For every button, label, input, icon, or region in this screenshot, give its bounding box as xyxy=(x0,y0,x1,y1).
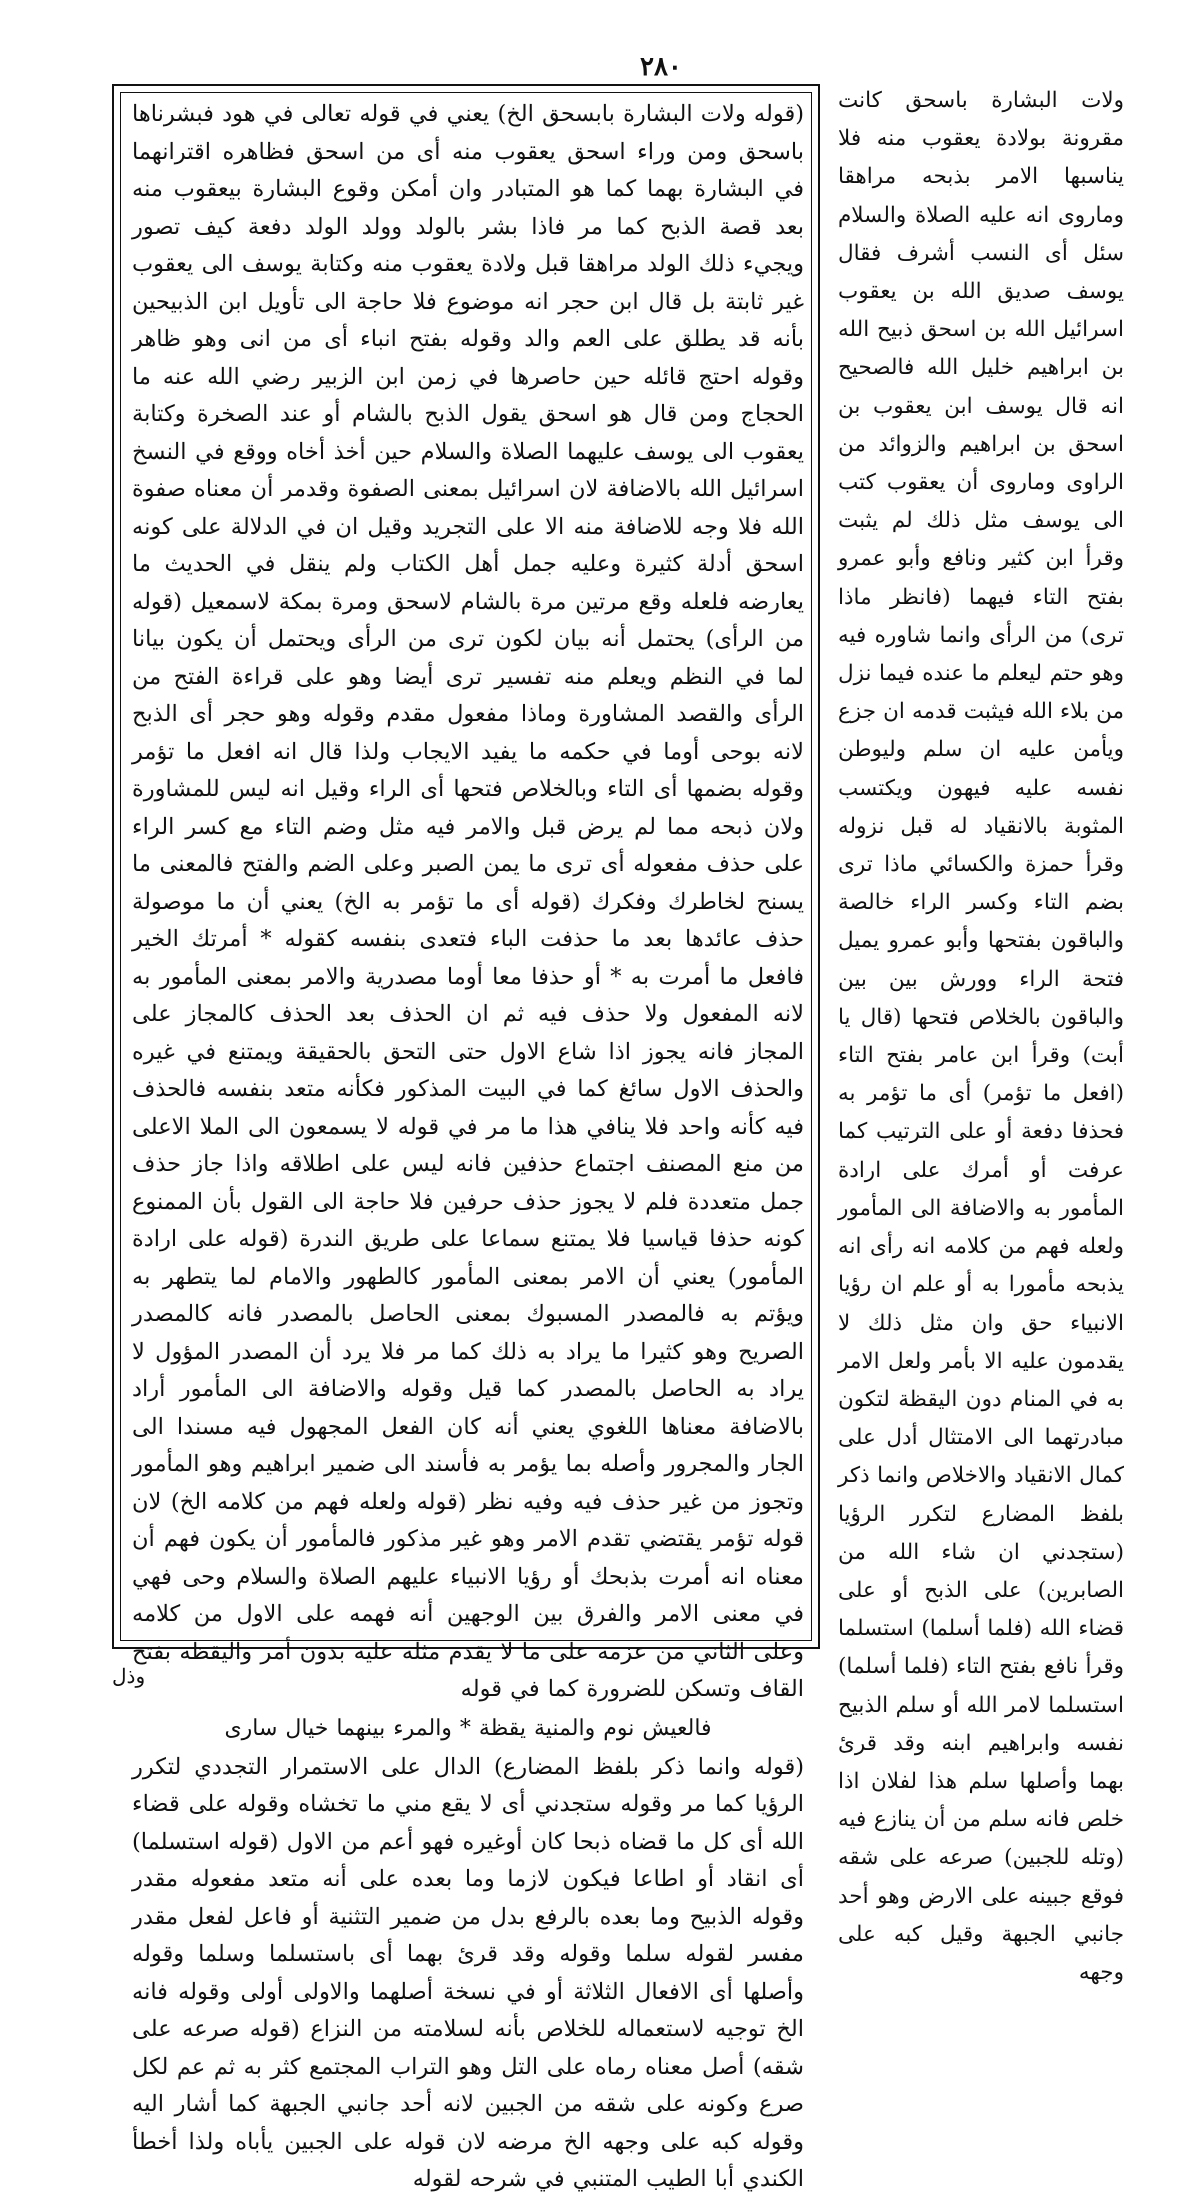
commentary-text xyxy=(132,96,804,2192)
poetry-verse: فالعيش نوم والمنية يقظة * والمرء بينهما خيال سارى xyxy=(224,1715,712,1741)
page-number: ٢٨٠ xyxy=(640,52,682,82)
commentary-paragraph: (قوله وانما ذكر بلفظ المضارع) الدال على الاستمرار التجددي لتكرر الرؤيا كما مر وقوله ستجدني أى لا يقع مني ما تخشاه وقوله على قضاء الله أى كل ما قضاه ذبحا كان أوغيره فهو أعم من الاول (قوله استسلما) أى انقاد أو اطاعا فيكون لازما وما بعده على أنه متعد مفعوله مقدر وقوله الذبيح وما بعده بالرفع بدل من ضمير التثنية أو فاعل لفعل مقدر مفسر لقوله سلما وقوله وقد قرئ بهما أى باستسلما وسلما وقوله وأصلها أى الافعال الثلاثة أو في نسخة أصلهما والاولى أولى وقوله فانه الخ توجيه لاستعماله للخلاص بأنه لسلامته من النزاع (قوله صرعه على شقه) أصل معناه رماه على التل وهو التراب المجتمع كثر به ثم عم لكل صرع وكونه على شقه من الجبين لانه أحد جانبي الجبهة كما أشار اليه وقوله كبه على وجهه الخ مرضه لان قوله على الجبين يأباه ولذا أخطأ الكندي أبا الطيب المتنبي في شرحه لقوله xyxy=(132,1753,804,2192)
catchword: وذل xyxy=(112,1664,146,1688)
commentary-paragraph: (قوله ولات البشارة بابسحق الخ) يعني في قوله تعالى في هود فبشرناها باسحق ومن وراء اسحق يعقوب منه أى من اسحق فظاهره اقترانهما في البشارة بهما كما هو المتبادر وان أمكن وقوع البشارة بيعقوب منه بعد قصة الذبح كما مر فاذا بشر بالولد وولد الولد دفعة كيف تصور ويجيء ذلك الولد مراهقا قبل ولادة يعقوب منه وكتابة يوسف الى يعقوب غير ثابتة بل قال ابن حجر انه موضوع فلا حاجة الى تأويل ابن الذبيحين بأنه قد يطلق على العم والد وقوله بفتح انباء أى من انى وهو ظاهر وقوله احتج قائله حين حاصرها في زمن ابن الزبير رضي الله عنه ما الحجاج ومن قال هو اسحق يقول الذبح بالشام أو عند الصخرة وكتابة يعقوب الى يوسف عليهما الصلاة والسلام حين أخذ أخاه ووقع في النسخ اسرائيل الله بالاضافة لان اسرائيل بمعنى الصفوة وقدمر أن معناه صفوة الله فلا وجه للاضافة منه الا على التجريد وقيل ان في الدلالة على كونه اسحق أدلة كثيرة وعليه جمل أهل الكتاب ولم ينقل في الحديث ما يعارضه فلعله وقع مرتين مرة بالشام لاسحق ومرة بمكة لاسمعيل (قوله من الرأى) يحتمل أنه بيان لكون ترى من الرأى ويحتمل أن يكون بيانا لما في النظم ويعلم منه تفسير ترى أيضا وهو على قراءة الفتح من الرأى والقصد المشاورة وماذا مفعول مقدم وقوله وهو حجر أى الذبح لانه بوحى أوما في حكمه ما يفيد الايجاب ولذا قال انه افعل ما تؤمر وقوله بضمها أى التاء وبالخلاص فتحها أى الراء وقيل انه ليس للمشاورة ولان ذبحه مما لم يرض قبل والامر فيه مثل وضم التاء مع كسر الراء على حذف مفعوله أى ترى ما يمن الصبر وعلى الضم والفتح فالمعنى ما يسنح لخاطرك وفكرك (قوله أى ما تؤمر به الخ) يعني أن ما موصولة حذف عائدها بعد ما حذفت الباء فتعدى بنفسه كقوله * أمرتك الخير فافعل ما أمرت به * أو حذفا معا أوما مصدرية والامر بمعنى المأمور به لانه المفعول ولا حذف فيه ثم ان الحذف بعد الحذف كالمجاز على المجاز فانه يجوز اذا شاع الاول حتى التحق بالحقيقة ويمتنع في غيره والحذف الاول سائغ كما في البيت المذكور فكأنه متعد بنفسه فالحذف فيه كأنه واحد فلا ينافي هذا ما مر في قوله لا يسمعون الى الملا الاعلى من منع المصنف اجتماع حذفين فانه ليس على اطلاقه واذا جاز حذف جمل متعددة فلم لا يجوز حذف حرفين فلا حاجة الى القول بأن الممنوع كونه حذفا قياسيا فلا يمتنع سماعا على طريق الندرة (قوله على ارادة المأمور) يعني أن الامر بمعنى المأمور كالطهور والامام لما يتطهر به ويؤتم به فالمصدر المسبوك بمعنى الحاصل بالمصدر فانه كالمصدر الصريح وهو كثيرا ما يراد به ذلك كما مر فلا يرد أن المصدر المؤول لا يراد به الحاصل بالمصدر كما قيل وقوله والاضافة الى المأمور أراد بالاضافة معناها اللغوي يعني أنه كان الفعل المجهول فيه مسندا الى الجار والمجرور وأصله بما يؤمر به فأسند الى ضمير ابراهيم وهو المأمور وتجوز من غير حذف فيه وفيه نظر (قوله ولعله فهم من كلامه الخ) لان قوله تؤمر يقتضي تقدم الامر وهو غير مذكور فالمأمور أن يكون فهم أن معناه انه أمرت بذبحك أو رؤيا الانبياء عليهم الصلاة والسلام وحى فهي في معنى الامر والفرق بين الوجهين أنه فهمه على الاول من كلامه وعلى الثاني من عزمه على ما لا يقدم مثله عليه بدون أمر واليقظة بفتح القاف وتسكن للضرورة كما في قوله xyxy=(132,101,804,1702)
marginal-text: ولات البشارة باسحق كانت مقرونة بولادة يعقوب منه فلا يناسبها الامر بذبحه مراهقا وماروى انه عليه الصلاة والسلام سئل أى النسب أشرف فقال يوسف صديق الله بن يعقوب اسرائيل الله بن اسحق ذبيح الله بن ابراهيم خليل الله فالصحيح انه قال يوسف ابن يعقوب بن اسحق بن ابراهيم والزوائد من الراوى وماروى أن يعقوب كتب الى يوسف مثل ذلك لم يثبت وقرأ ابن كثير ونافع وأبو عمرو بفتح التاء فيهما (فانظر ماذا ترى) من الرأى وانما شاوره فيه وهو حتم ليعلم ما عنده فيما نزل من بلاء الله فيثبت قدمه ان جزع ويأمن عليه ان سلم وليوطن نفسه عليه فيهون ويكتسب المثوبة بالانقياد له قبل نزوله وقرأ حمزة والكسائي ماذا ترى بضم التاء وكسر الراء خالصة والباقون بفتحها وأبو عمرو يميل فتحة الراء وورش بين بين والباقون بالخلاص فتحها (قال يا أبت) وقرأ ابن عامر بفتح التاء (افعل ما تؤمر) أى ما تؤمر به فحذفا دفعة أو على الترتيب كما عرفت أو أمرك على ارادة المأمور به والاضافة الى المأمور ولعله فهم من كلامه انه رأى انه يذبحه مأمورا به أو علم ان رؤيا الانبياء حق وان مثل ذلك لا يقدمون عليه الا بأمر ولعل الامر به في المنام دون اليقظة لتكون مبادرتهما الى الامتثال أدل على كمال الانقياد والاخلاص وانما ذكر بلفظ المضارع لتكرر الرؤيا (ستجدني ان شاء الله من الصابرين) على الذبح أو على قضاء الله (فلما أسلما) استسلما وقرأ نافع بفتح التاء (فلما أسلما) استسلما لامر الله أو سلم الذبيح نفسه وابراهيم ابنه وقد قرئ بهما وأصلها سلم هذا لفلان اذا خلص فانه سلم من أن ينازع فيه (وتله للجبين) صرعه على شقه فوقع جبينه على الارض وهو أحد جانبي الجبهة وقيل كبه على وجهه xyxy=(838,88,1124,1985)
